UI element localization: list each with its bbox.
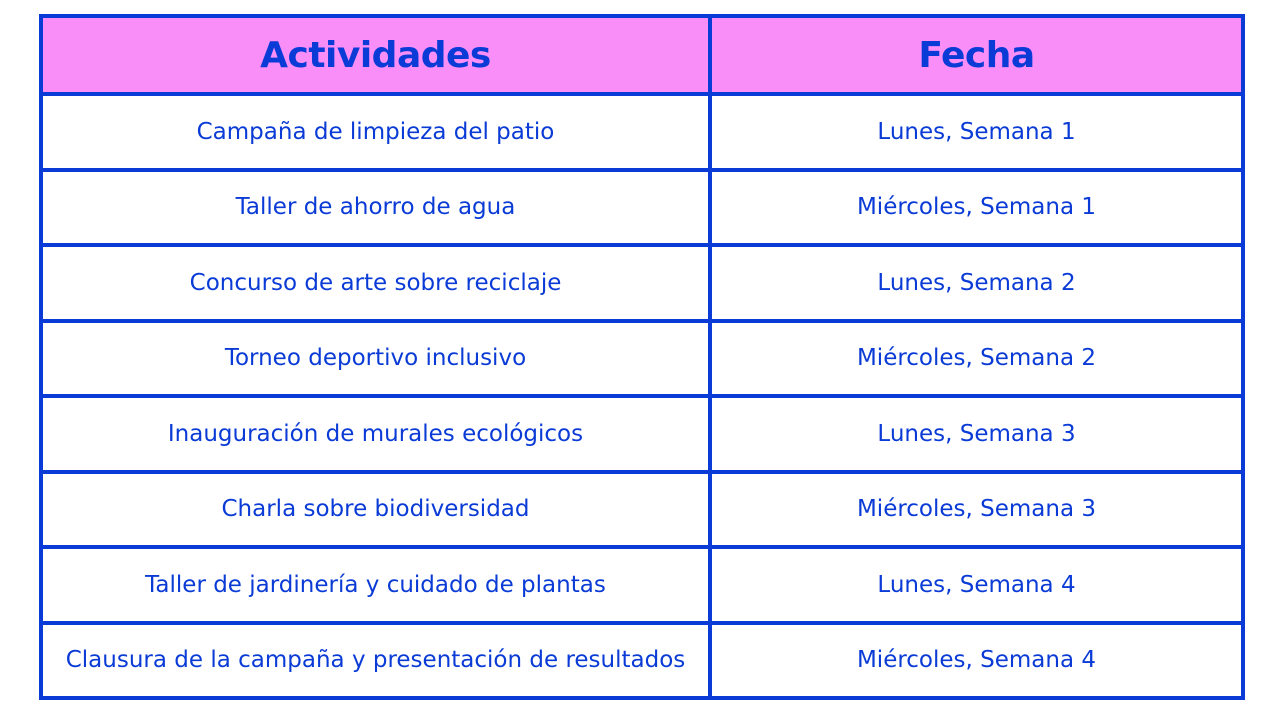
header-date: Fecha [710,16,1243,94]
activity-cell: Clausura de la campaña y presentación de resultados [41,623,710,699]
date-cell: Miércoles, Semana 2 [710,321,1243,397]
activity-cell: Charla sobre biodiversidad [41,472,710,548]
date-cell: Lunes, Semana 2 [710,245,1243,321]
header-activities: Actividades [41,16,710,94]
table-row [41,547,1243,623]
date-cell: Miércoles, Semana 1 [710,170,1243,246]
table-row [41,396,1243,472]
activity-cell: Taller de jardinería y cuidado de plantas [41,547,710,623]
activity-cell: Campaña de limpieza del patio [41,94,710,170]
activity-cell: Torneo deportivo inclusivo [41,321,710,397]
activities-table [39,14,1245,700]
date-cell: Lunes, Semana 4 [710,547,1243,623]
activity-cell: Taller de ahorro de agua [41,170,710,246]
table-row [41,623,1243,699]
date-cell: Miércoles, Semana 4 [710,623,1243,699]
table-row [41,170,1243,246]
table-row [41,321,1243,397]
activities-table-container [39,14,1241,700]
table-row [41,94,1243,170]
table-row [41,245,1243,321]
date-cell: Lunes, Semana 3 [710,396,1243,472]
table-header-row [41,16,1243,94]
date-cell: Miércoles, Semana 3 [710,472,1243,548]
activity-cell: Concurso de arte sobre reciclaje [41,245,710,321]
activity-cell: Inauguración de murales ecológicos [41,396,710,472]
table-row [41,472,1243,548]
date-cell: Lunes, Semana 1 [710,94,1243,170]
